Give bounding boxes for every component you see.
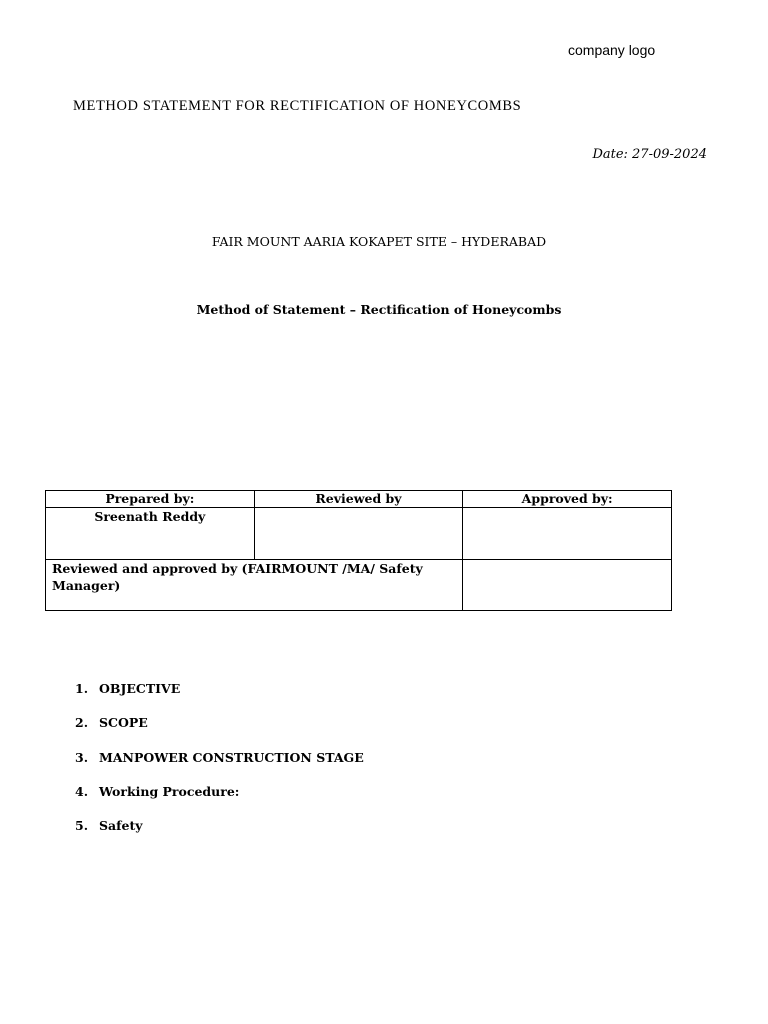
list-item [75, 749, 364, 783]
reviewed-by-cell [254, 508, 463, 560]
list-item [75, 817, 364, 851]
approval-names-row [46, 508, 672, 560]
list-item-number: 1. [75, 681, 89, 696]
approved-by-cell [463, 508, 672, 560]
list-item-label: OBJECTIVE [99, 681, 181, 696]
prepared-by-cell: Sreenath Reddy [46, 508, 255, 560]
list-item-number: 4. [75, 783, 89, 799]
final-approval-row [46, 560, 672, 611]
prepared-by-header: Prepared by: [46, 491, 255, 508]
approval-table [45, 490, 672, 611]
list-item-number: 5. [75, 818, 89, 834]
document-date: Date: 27-09-2024 [592, 147, 707, 162]
list-item-label: SCOPE [99, 715, 148, 731]
approved-by-header: Approved by: [463, 491, 672, 508]
list-item [75, 714, 364, 748]
document-subject: Method of Statement – Rectification of Honeycombs [196, 302, 562, 317]
list-item [75, 783, 364, 817]
list-item-number: 2. [75, 715, 89, 731]
document-title: METHOD STATEMENT FOR RECTIFICATION OF HONEYCOMBS [73, 98, 522, 114]
final-approval-cell [463, 560, 672, 611]
list-item [75, 680, 364, 714]
final-approval-label: Reviewed and approved by (FAIRMOUNT /MA/ Safety Manager) [46, 560, 463, 611]
list-item-label: MANPOWER CONSTRUCTION STAGE [99, 749, 364, 765]
approval-header-row [46, 491, 672, 508]
company-logo-placeholder: company logo [568, 42, 656, 58]
site-name: FAIR MOUNT AARIA KOKAPET SITE – HYDERABAD [211, 234, 547, 249]
list-item-number: 3. [75, 749, 89, 765]
list-item-label: Working Procedure: [99, 783, 240, 799]
list-item-label: Safety [99, 818, 143, 834]
contents-list [75, 680, 364, 851]
reviewed-by-header: Reviewed by [254, 491, 463, 508]
